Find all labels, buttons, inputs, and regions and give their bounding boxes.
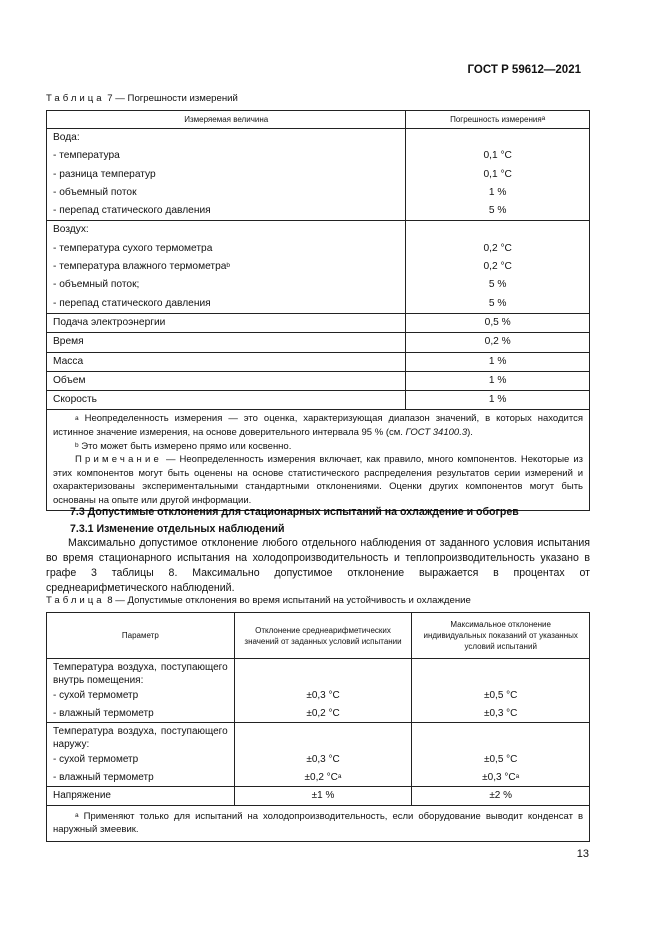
air-label: - температура сухого термометра [53, 242, 213, 254]
table7-col-error-sup: a [541, 115, 546, 123]
water-label: - разница температур [53, 168, 156, 180]
water-value: 0,1 °C [483, 168, 512, 180]
air-title: Воздух: [53, 224, 89, 236]
air-label: - объемный поток; [53, 279, 140, 291]
table7-water-group [47, 129, 590, 221]
table8-col-max-deviation: Максимальное отклонение индивидуальных показаний от указанных условий испытаний [412, 613, 590, 659]
outdoor-label: - влажный термометр [53, 771, 154, 783]
table7-col-error-label: Погрешность измерения [450, 115, 542, 124]
page-number: 13 [576, 848, 589, 860]
table8-caption-word: Таблица [46, 595, 105, 606]
table8-outdoor-group [47, 723, 590, 787]
air-value: 5 % [488, 297, 507, 309]
table8-notes [47, 805, 590, 841]
outdoor-label: - сухой термометр [53, 754, 139, 765]
indoor-mean: ±0,3 °C [306, 690, 340, 701]
air-label: - перепад статического давления [53, 297, 211, 309]
footnote-b-marker: b [226, 262, 231, 270]
table8-indoor-group [47, 659, 590, 723]
table7-air-group [47, 221, 590, 313]
outdoor-mean: ±0,2 $^\circ C^a$ [304, 771, 342, 783]
air-value: 0,2 °C [483, 242, 512, 254]
indoor-title: Температура воздуха, поступающего внутрь помещения: [53, 662, 228, 686]
outdoor-title: Температура воздуха, поступающего наружу: [53, 726, 228, 750]
footnote-a: $^a$ Неопределенность измерения — это оценка, характеризующая диапазон значений, в которых находится истинное значение измерения, на основе доверительного интервала 95 % (см. ГОСТ 34100.3). [53, 413, 583, 439]
table8-header-row [47, 613, 590, 659]
outdoor-mean: ±0,3 °C [306, 754, 340, 765]
table7-remark: Примечание — Неопределенность измерения включает, как правило, много компонентов. Некоторые из этих компонентов могут быть оценены на основе статистического распределения результатов серии измерений и охарактеризованы экспериментальными стандартными отклонениями. Оценки других компонентов могут быть основаны на опыте или другой информации. [53, 454, 583, 507]
table8-caption [46, 595, 471, 606]
indoor-label: - влажный термометр [53, 707, 154, 719]
table7-caption-word: Таблица [46, 93, 105, 104]
water-value: 0,1 °C [483, 150, 512, 162]
indoor-max: ±0,3 °C [483, 707, 518, 719]
indoor-mean: ±0,2 °C [306, 707, 340, 719]
water-value: 5 % [488, 205, 507, 217]
table8-col-mean-deviation: Отклонение среднеарифметических значений от заданных условий испытании [234, 613, 412, 659]
table7-caption [46, 93, 238, 104]
table7-row: Масса 1 % [47, 352, 590, 371]
document-header: ГОСТ Р 59612—2021 [467, 64, 581, 76]
water-title: Вода: [53, 132, 80, 143]
table7-caption-text: 7 — Погрешности измерений [104, 93, 238, 104]
outdoor-max: ±0,3 $^\circ C^a$ [482, 771, 520, 783]
water-label: - температура [53, 150, 120, 162]
water-label: - объемный поток [53, 186, 137, 198]
table7-row: Скорость 1 % [47, 391, 590, 410]
table7-col-quantity: Измеряемая величина [47, 111, 406, 129]
water-value: 1 % [488, 186, 507, 198]
table7-header-row [47, 111, 590, 129]
table7-notes [47, 410, 590, 510]
section-7-3-heading: 7.3 Допустимые отклонения для стационарных испытаний на охлаждение и обогрев [70, 506, 519, 518]
table7-row: Подача электроэнергии 0,5 % [47, 313, 590, 332]
table8-col-parameter: Параметр [47, 613, 235, 659]
air-label: - температура влажного термометра$^b$ [53, 261, 231, 273]
table8 [46, 612, 590, 842]
table7 [46, 110, 590, 511]
footnote-b: $^b$ Это может быть измерено прямо или косвенно. [75, 440, 292, 452]
water-label: - перепад статического давления [53, 205, 211, 217]
indoor-label: - сухой термометр [53, 690, 139, 701]
table8-footnote-a: $^a$ Применяют только для испытаний на холодопроизводительность, если оборудование выводит конденсат в наружный змеевик. [53, 810, 583, 836]
table7-row: Время 0,2 % [47, 333, 590, 352]
table7-col-error [406, 111, 590, 129]
outdoor-max: ±0,5 °C [483, 754, 518, 765]
section-7-3-1-heading: 7.3.1 Изменение отдельных наблюдений [70, 523, 285, 535]
table8-voltage-row: Напряжение ±1 % ±2 % [47, 787, 590, 806]
air-value: 0,2 °C [483, 261, 512, 273]
footnote-a-ref: ГОСТ 34100.3 [405, 427, 468, 439]
section-paragraph: Максимально допустимое отклонение любого отдельного наблюдения от заданного условия испытания во время стационарного испытания на холодопроизводительность и теплопроизводительность указано в графе 3 таблицы 8. Максимально допустимое отклонение выражается в процентах от среднеарифметического наблюдений. [46, 537, 590, 594]
indoor-max: ±0,5 °C [483, 690, 518, 701]
table8-caption-text: 8 — Допустимые отклонения во время испытаний на устойчивость и охлаждение [104, 595, 471, 606]
air-value: 5 % [488, 279, 507, 291]
table7-row: Объем 1 % [47, 371, 590, 390]
